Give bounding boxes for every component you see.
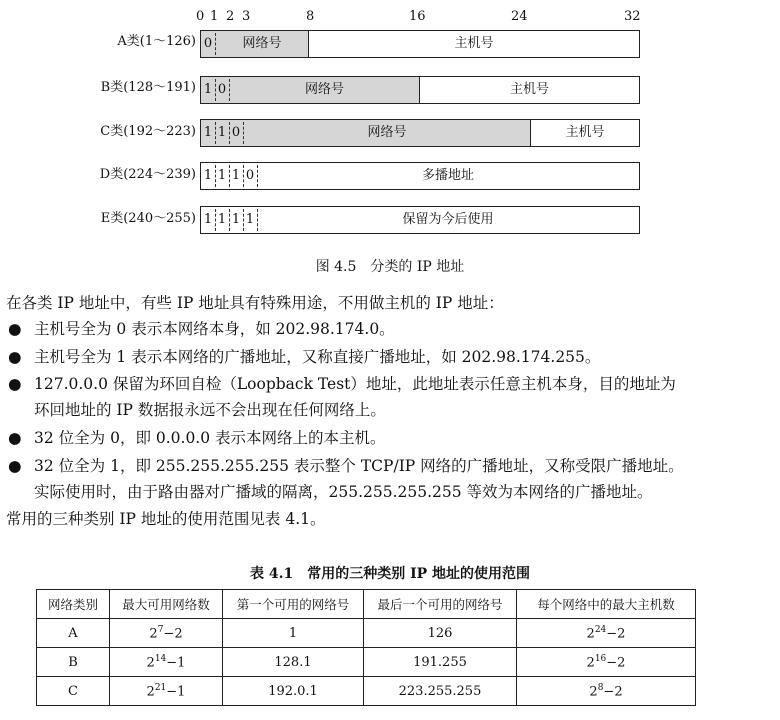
class-a-bar (200, 30, 640, 58)
bullet-loopback-line2: 环回地址的 IP 数据报永远不会出现在任何网络上。 (34, 401, 386, 419)
class-e-bit-2: 1 (231, 212, 241, 227)
bullet-all-zero: 32 位全为 0，即 0.0.0.0 表示本网络上的本主机。 (34, 429, 386, 447)
class-e-label: E类(240～255) (100, 211, 196, 226)
class-e-bit-0: 1 (203, 212, 213, 227)
bullet-all-ones-line2: 实际使用时，由于路由器对广播域的隔离，255.255.255.255 等效为本网络的广播地址。 (34, 483, 653, 501)
cell-last-network: 223.255.255 (364, 677, 517, 706)
figure-caption: 图 4.5 分类的 IP 地址 (315, 259, 465, 275)
class-e-reserved-label: 保留为今后使用 (402, 212, 494, 227)
bit-tick-32: 32 (624, 9, 641, 24)
bit-tick-16: 16 (409, 9, 426, 24)
header-last-network: 最后一个可用的网络号 (364, 590, 517, 619)
intro-paragraph: 在各类 IP 地址中，有些 IP 地址具有特殊用途，不用做主机的 IP 地址： (6, 294, 504, 312)
cell-max-hosts: $2^8-2$ (517, 677, 696, 706)
cell-class: A (37, 619, 110, 648)
table-row (37, 648, 696, 677)
class-e-bar (200, 206, 640, 234)
table-caption: 表 4.1 常用的三种类别 IP 地址的使用范围 (249, 566, 531, 582)
class-d-multicast-label: 多播地址 (421, 168, 474, 183)
class-a-bit-0: 0 (203, 36, 213, 51)
bullet-all-ones-line1: 32 位全为 1，即 255.255.255.255 表示整个 TCP/IP 网络的广播地址，又称受限广播地址。 (34, 457, 684, 475)
class-b-label: B类(128～191) (100, 80, 196, 95)
class-e-bit-3: 1 (245, 212, 255, 227)
class-d-bit-3: 0 (245, 168, 255, 183)
class-b-network-label: 网络号 (304, 82, 344, 97)
header-max-networks: 最大可用网络数 (110, 590, 223, 619)
class-c-network-label: 网络号 (367, 125, 407, 140)
class-b-bit-0: 1 (203, 82, 213, 97)
table-row (37, 677, 696, 706)
class-c-bit-1: 1 (217, 125, 227, 140)
class-d-bit-1: 1 (217, 168, 227, 183)
cell-max-hosts: $2^{16}-2$ (517, 648, 696, 677)
bullet-host-ones: 主机号全为 1 表示本网络的广播地址，又称直接广播地址，如 202.98.174.255。 (34, 348, 601, 366)
table-header-row (37, 590, 696, 619)
outro-paragraph: 常用的三种类别 IP 地址的使用范围见表 4.1。 (6, 510, 326, 528)
bit-tick-24: 24 (511, 9, 528, 24)
cell-first-network: 128.1 (223, 648, 364, 677)
bullet-host-zero: 主机号全为 0 表示本网络本身，如 202.98.174.0。 (34, 320, 395, 338)
class-b-host-label: 主机号 (509, 82, 549, 97)
bullet-loopback-line1: 127.0.0.0 保留为环回自检（Loopback Test）地址，此地址表示任意主机本身，目的地址为 (34, 375, 676, 393)
bullet-dot: ● (8, 320, 22, 338)
class-c-bit-2: 0 (231, 125, 241, 140)
class-e-bit-1: 1 (217, 212, 227, 227)
class-a-label: A类(1～126) (117, 34, 196, 49)
cell-class: B (37, 648, 110, 677)
cell-first-network: 192.0.1 (223, 677, 364, 706)
class-d-bit-2: 1 (231, 168, 241, 183)
class-c-host-label: 主机号 (565, 125, 605, 140)
bit-tick-2: 2 (226, 9, 235, 24)
class-b-bar (200, 76, 640, 104)
header-class: 网络类别 (37, 590, 110, 619)
cell-max-hosts: $2^{24}-2$ (517, 619, 696, 648)
bit-tick-0: 0 (196, 9, 205, 24)
cell-max-networks: $2^{21}-1$ (110, 677, 223, 706)
cell-first-network: 1 (223, 619, 364, 648)
table-row (37, 619, 696, 648)
header-max-hosts: 每个网络中的最大主机数 (517, 590, 696, 619)
class-c-label: C类(192～223) (100, 124, 196, 139)
class-c-bar (200, 119, 640, 147)
class-a-host-label: 主机号 (454, 36, 494, 51)
class-d-label: D类(224～239) (99, 167, 196, 182)
header-first-network: 第一个可用的网络号 (223, 590, 364, 619)
cell-max-networks: $2^{14}-1$ (110, 648, 223, 677)
cell-max-networks: $2^7-2$ (110, 619, 223, 648)
bit-tick-8: 8 (306, 9, 315, 24)
class-d-bar (200, 162, 640, 190)
cell-last-network: 126 (364, 619, 517, 648)
class-c-bit-0: 1 (203, 125, 213, 140)
class-d-bit-0: 1 (203, 168, 213, 183)
class-b-bit-1: 0 (217, 82, 227, 97)
bit-tick-3: 3 (242, 9, 251, 24)
bit-tick-1: 1 (210, 9, 219, 24)
bullet-dot: ● (8, 429, 22, 447)
ip-range-table (36, 589, 696, 706)
bullet-dot: ● (8, 375, 22, 393)
cell-last-network: 191.255 (364, 648, 517, 677)
bullet-dot: ● (8, 457, 22, 475)
bullet-dot: ● (8, 348, 22, 366)
cell-class: C (37, 677, 110, 706)
class-a-network-label: 网络号 (242, 36, 282, 51)
